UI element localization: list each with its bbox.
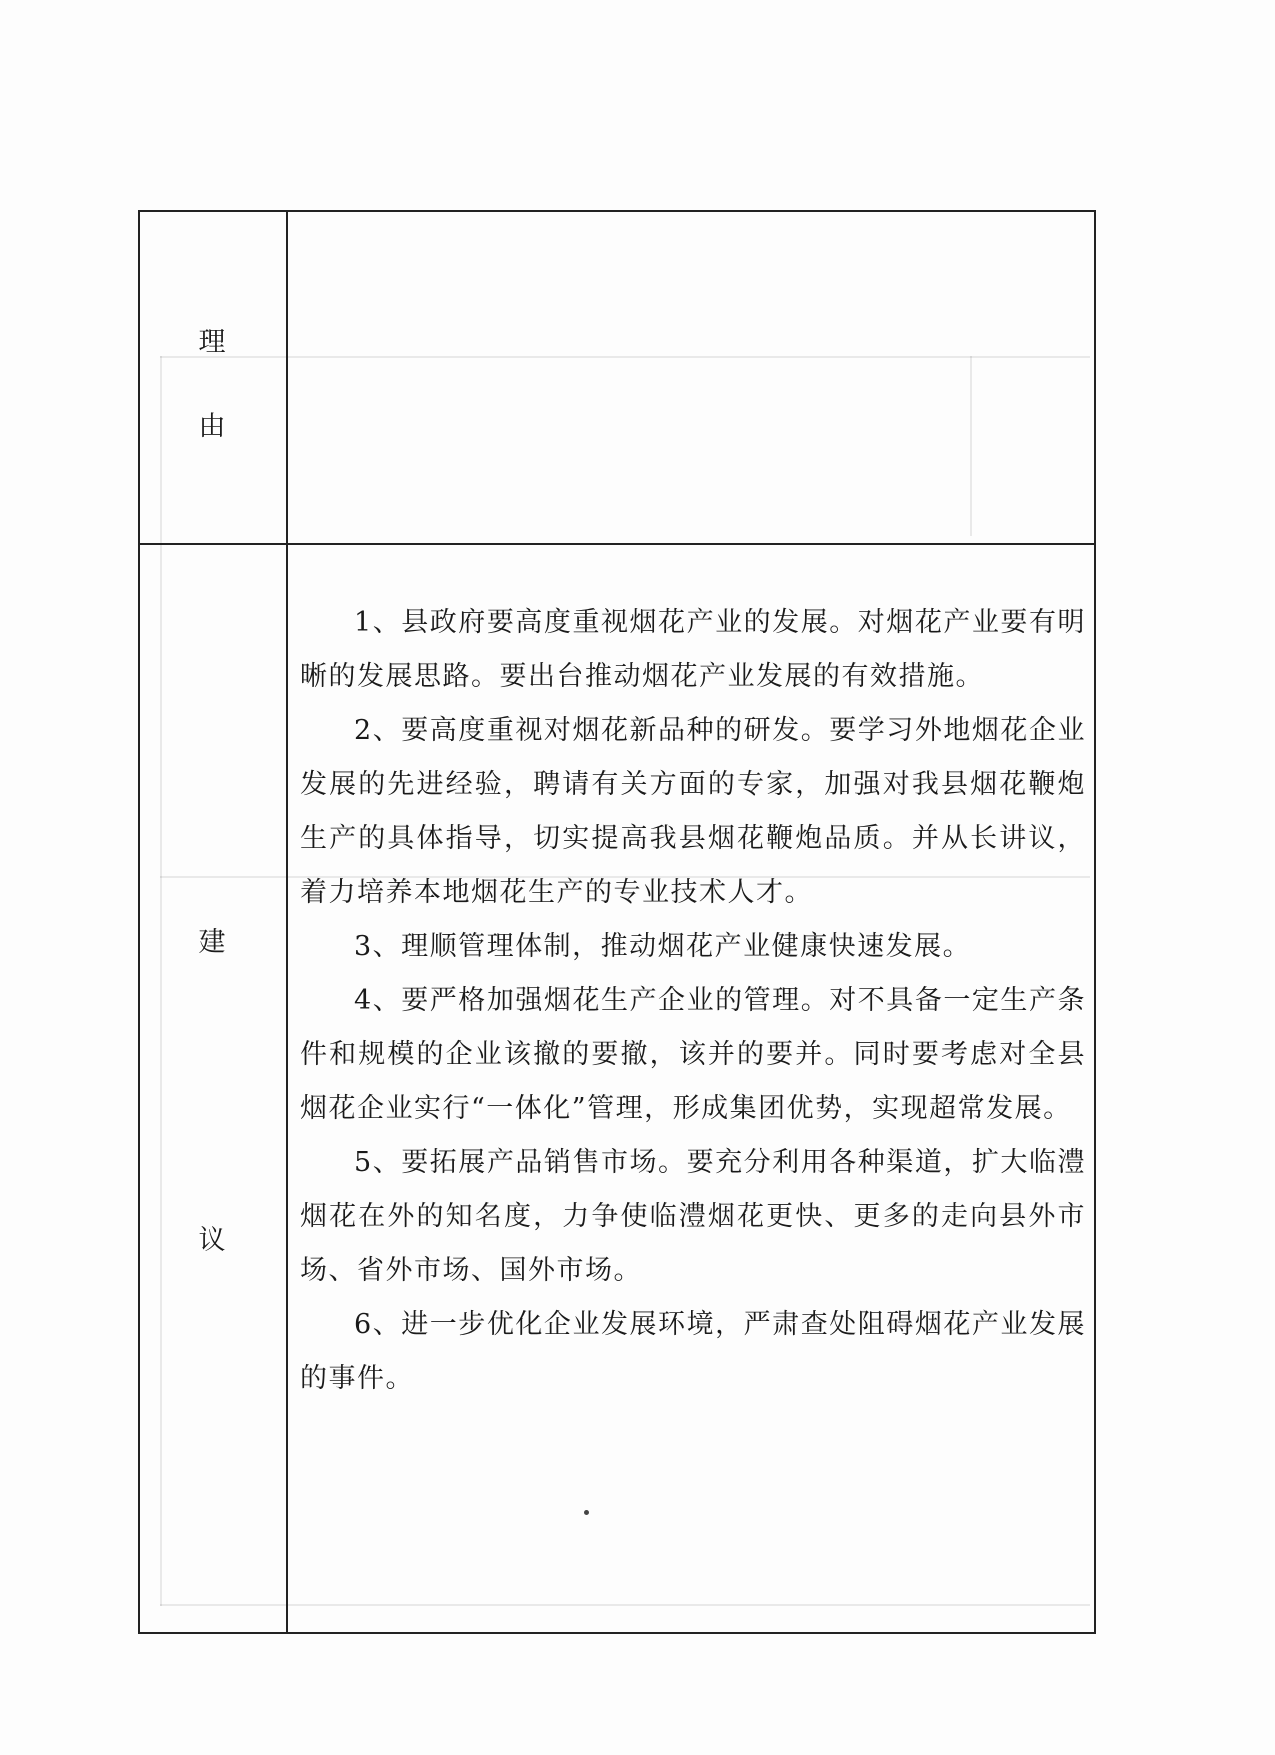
label-suggestion-char-1: 建 (198, 927, 226, 958)
suggestion-item-1: 1、县政府要高度重视烟花产业的发展。对烟花产业要有明晰的发展思路。要出台推动烟花产业发展的有效措施。 (300, 607, 1086, 692)
suggestion-item-6: 6、进一步优化企业发展环境，严肃查处阻碍烟花产业发展的事件。 (300, 1309, 1086, 1394)
table-row-divider (138, 543, 1096, 545)
suggestion-item-5: 5、要拓展产品销售市场。要充分利用各种渠道，扩大临澧烟花在外的知名度，力争使临澧烟花更快、更多的走向县外市场、省外市场、国外市场。 (300, 1147, 1086, 1286)
label-suggestion-char-2: 议 (198, 1225, 226, 1256)
table-column-divider (286, 210, 288, 1634)
suggestion-item-4: 4、要严格加强烟花生产企业的管理。对不具备一定生产条件和规模的企业该撤的要撤，该并的要并。同时要考虑对全县烟花企业实行“一体化”管理，形成集团优势，实现超常发展。 (300, 985, 1086, 1124)
suggestion-item-3: 3、理顺管理体制，推动烟花产业健康快速发展。 (354, 931, 972, 962)
ink-dot (584, 1510, 589, 1515)
suggestions-body (300, 596, 1086, 1406)
suggestion-item-2: 2、要高度重视对烟花新品种的研发。要学习外地烟花企业发展的先进经验，聘请有关方面的专家，加强对我县烟花鞭炮生产的具体指导，切实提高我县烟花鞭炮品质。并从长讲议，着力培养本地烟花生产的专业技术人才。 (300, 715, 1086, 908)
label-reason-char-2: 由 (198, 411, 226, 442)
label-reason-char-1: 理 (198, 327, 226, 358)
